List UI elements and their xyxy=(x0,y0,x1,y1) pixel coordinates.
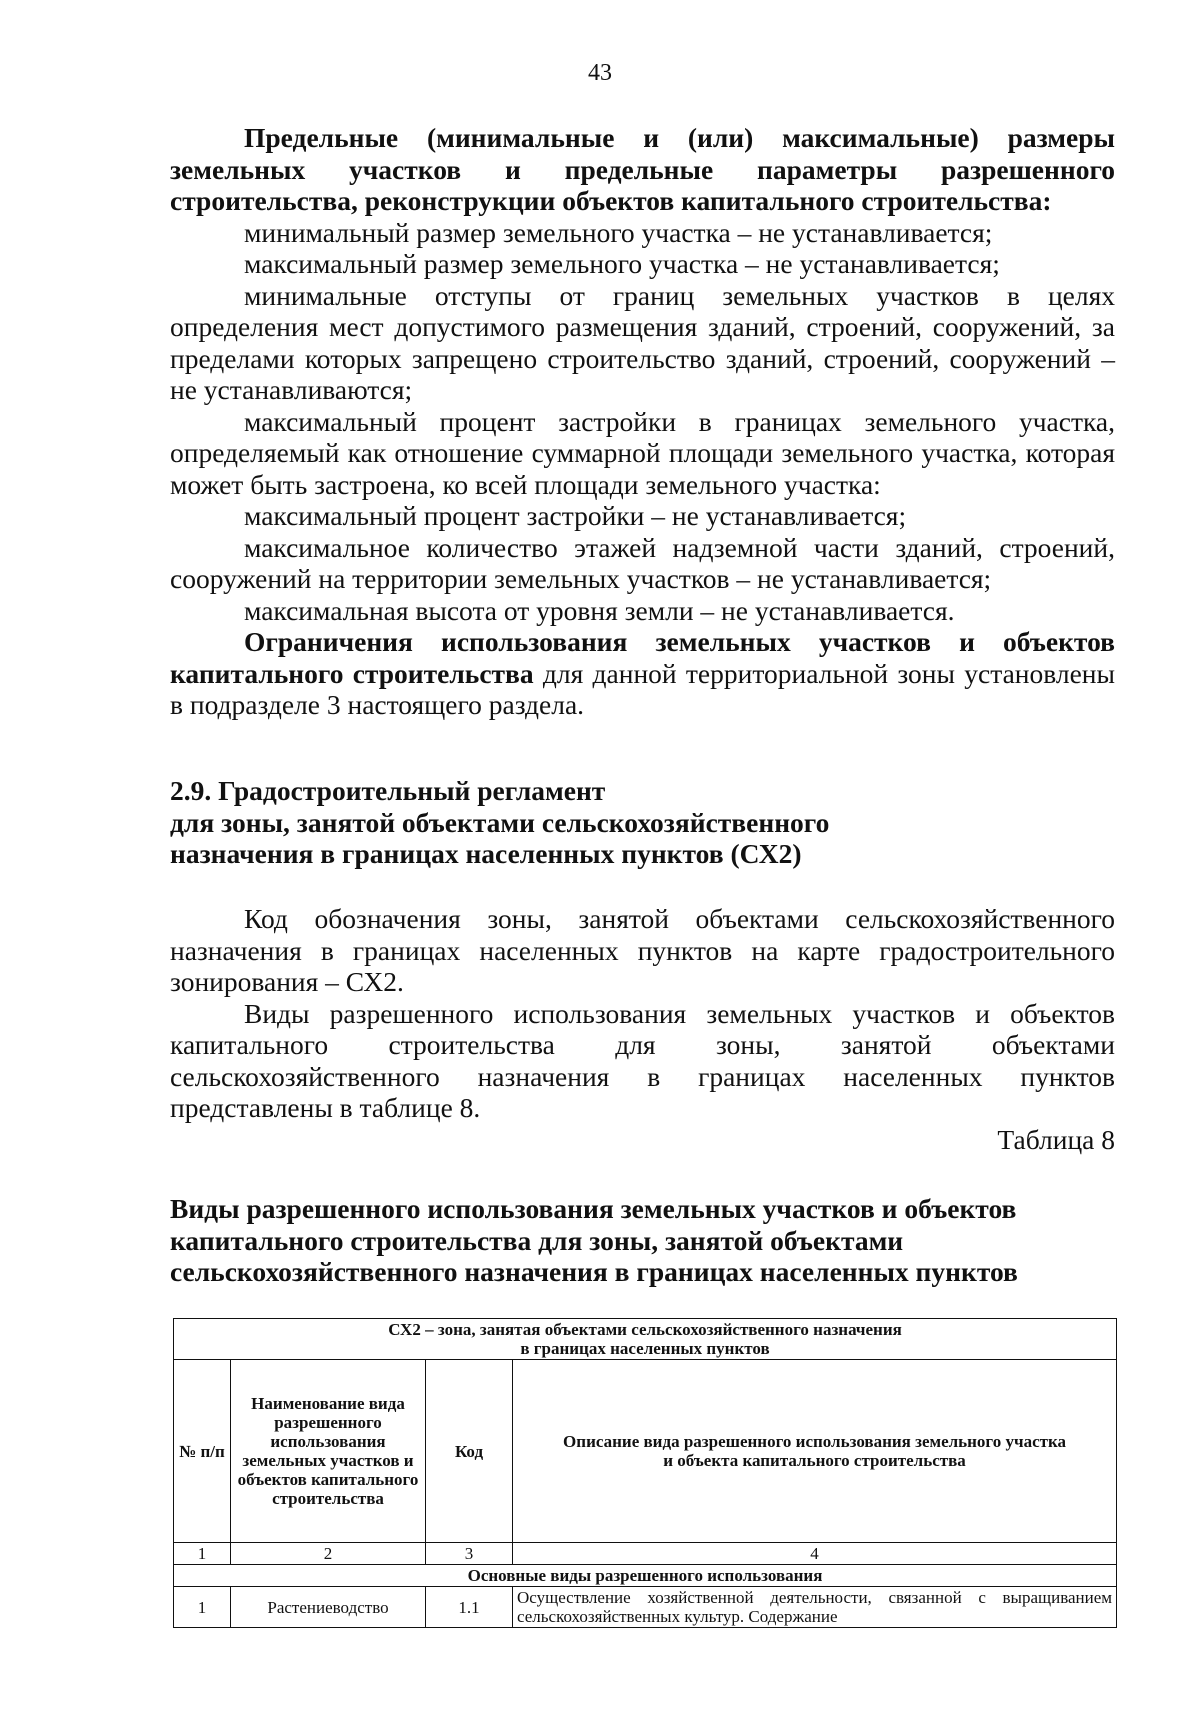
section-title-line-2: для зоны, занятой объектами сельскохозяйственного xyxy=(170,806,830,838)
restrictions-rest: для данной территориальной зоны установлены в подразделе 3 настоящего раздела. xyxy=(170,657,1115,720)
col-header-number: № п/п xyxy=(174,1360,231,1543)
table-title-line-2: капитального строительства для зоны, занятой объектами xyxy=(170,1224,904,1256)
paragraph-max-size: максимальный размер земельного участка – не устанавливается; xyxy=(244,248,1000,279)
paragraph-permitted-uses: Виды разрешенного использования земельных участков и объектов капитального строительства для зоны, занятой объектами сельскохозяйственного назначения в границах населенных пунктов представлены в таблице 8. xyxy=(170,997,1115,1123)
section-zone-description xyxy=(170,903,1115,1155)
table-title xyxy=(170,1193,1115,1288)
row-description: Осуществление хозяйственной деятельности, связанной с выращиванием сельскохозяйственных культур. Содержание xyxy=(513,1587,1117,1628)
col-number-1: 1 xyxy=(174,1543,231,1565)
col-header-code: Код xyxy=(426,1360,513,1543)
table-column-numbers-row xyxy=(174,1543,1117,1565)
row-number: 1 xyxy=(174,1587,231,1628)
paragraph-zone-code: Код обозначения зоны, занятой объектами сельскохозяйственного назначения в границах населенных пунктов на карте градостроительного зонирования – СХ2. xyxy=(170,903,1115,997)
table-title-line-1: Виды разрешенного использования земельных участков и объектов xyxy=(170,1193,1017,1224)
row-code: 1.1 xyxy=(426,1587,513,1628)
table-column-header-row xyxy=(174,1360,1117,1543)
paragraph-build-percent: максимальный процент застройки в границах земельного участка, определяемый как отношение суммарной площади земельного участка, которая может быть застроена, ко всей площади земельного участка: xyxy=(170,405,1115,500)
table-section-row xyxy=(174,1565,1117,1587)
table-zone-header xyxy=(174,1319,1117,1360)
parameters-heading: Предельные (минимальные и (или) максимальные) размеры земельных участков и предельные параметры разрешенного строительства, реконструкции объектов капитального строительства: xyxy=(170,122,1115,216)
zone-header-line-2: в границах населенных пунктов xyxy=(520,1339,770,1358)
paragraph-restrictions xyxy=(170,626,1115,721)
col-header-description: Описание вида разрешенного использования земельного участка и объекта капитального строительства xyxy=(513,1360,1117,1543)
section-row-main-uses: Основные виды разрешенного использования xyxy=(174,1565,1117,1587)
permitted-uses-table xyxy=(173,1318,1117,1628)
section-regulation-title xyxy=(170,775,1115,870)
row-name: Растениеводство xyxy=(231,1587,426,1628)
zone-header-line-1: СХ2 – зона, занятая объектами сельскохозяйственного назначения xyxy=(388,1320,902,1339)
col-number-4: 4 xyxy=(513,1543,1117,1565)
section-title-line-1: 2.9. Градостроительный регламент xyxy=(170,775,606,806)
section-title-line-3: назначения в границах населенных пунктов (СХ2) xyxy=(170,838,802,869)
page-number: 43 xyxy=(588,60,612,86)
table-zone-header-row xyxy=(174,1319,1117,1360)
paragraph-height: максимальная высота от уровня земли – не устанавливается. xyxy=(244,594,955,626)
col-number-3: 3 xyxy=(426,1543,513,1565)
paragraph-floors: максимальное количество этажей надземной части зданий, строений, сооружений на территории земельных участков – не устанавливается; xyxy=(170,531,1115,594)
table-title-line-3: сельскохозяйственного назначения в границах населенных пунктов xyxy=(170,1256,1018,1287)
col-number-2: 2 xyxy=(231,1543,426,1565)
restrictions-bold: Ограничения использования земельных участков и объектов капитального строительства xyxy=(170,626,1115,689)
col-header-name: Наименование вида разрешенного использования земельных участков и объектов капитального строительства xyxy=(231,1360,426,1543)
paragraph-max-percent: максимальный процент застройки – не устанавливается; xyxy=(244,500,907,531)
paragraph-setbacks: минимальные отступы от границ земельных участков в целях определения мест допустимого размещения зданий, строений, сооружений, за пределами которых запрещено строительство зданий, строений, сооружений – не устанавливаются; xyxy=(170,279,1115,405)
section-parameters xyxy=(170,122,1115,721)
paragraph-min-size: минимальный размер земельного участка – не устанавливается; xyxy=(244,216,993,248)
table-label: Таблица 8 xyxy=(997,1123,1115,1155)
table-row xyxy=(174,1587,1117,1628)
